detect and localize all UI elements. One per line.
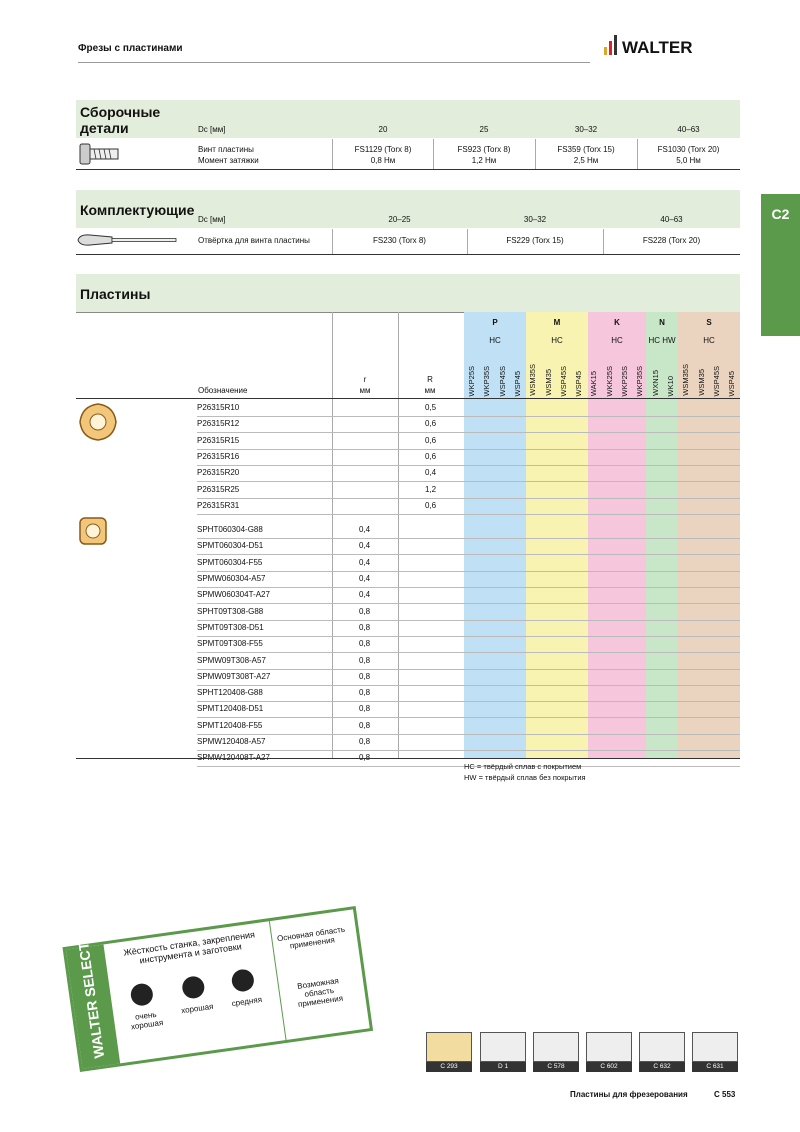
grade-col-3 (510, 318, 526, 398)
insert-r: 0,4 (359, 541, 371, 551)
header-title: Фрезы с пластинами (78, 43, 183, 54)
inserts-header (76, 274, 740, 312)
assembly-dc-4: 40–63 (677, 125, 700, 134)
grade-label: WSP45S (558, 365, 568, 396)
grade-col-10 (617, 318, 633, 398)
screwdriver-icon (76, 232, 180, 248)
col-r-unit: мм (359, 386, 371, 395)
screw-3: FS359 (Torx 15) (557, 145, 615, 154)
table-row (197, 653, 740, 670)
grade-col-9 (602, 318, 618, 398)
ref-badge-5[interactable]: C 632 (639, 1032, 685, 1072)
group-N: N (659, 318, 665, 327)
insert-r: 0,8 (359, 639, 371, 649)
insert-name: SPMT09T308-D51 (197, 622, 264, 632)
insert-name: SPMW09T308-A57 (197, 655, 266, 665)
group-S-sub: HC (703, 336, 715, 345)
insert-name: P26315R16 (197, 451, 240, 461)
accessories-title: Комплектующие (80, 202, 195, 218)
insert-r: 0,4 (359, 590, 371, 600)
insert-name: P26315R12 (197, 419, 240, 429)
table-row (197, 465, 740, 482)
ref-badge-2[interactable]: D 1 (480, 1032, 526, 1072)
grade-label: WAK15 (589, 370, 599, 396)
insert-r: 0,4 (359, 557, 371, 567)
grade-label: WKP25S (620, 365, 629, 396)
insert-r: 0,8 (359, 688, 371, 698)
grade-label: WKK25S (604, 365, 614, 396)
footer-section: Пластины для фрезерования (570, 1090, 688, 1099)
driver-1: FS230 (Torx 8) (373, 236, 426, 245)
grade-col-12 (648, 318, 664, 398)
torque-2: 1,2 Нм (471, 156, 497, 165)
walter-select-legend (62, 906, 373, 1072)
table-row (197, 400, 740, 417)
insert-R: 0,6 (425, 451, 437, 461)
insert-name: P26315R10 (197, 403, 240, 412)
table-row (197, 734, 740, 751)
grade-label: WSM35 (696, 369, 706, 396)
grade-label: WKP35S (482, 365, 492, 396)
insert-r: 0,8 (359, 704, 371, 714)
table-row (197, 701, 740, 718)
insert-R: 0,5 (425, 403, 437, 412)
table-row (197, 636, 740, 653)
screw-2: FS923 (Torx 8) (457, 145, 511, 154)
grade-col-7 (571, 318, 587, 398)
group-M: M (553, 318, 561, 327)
assembly-row-torque: Момент затяжки (198, 156, 259, 165)
ref-badge-6[interactable]: C 631 (692, 1032, 738, 1072)
grade-label: WSM35S (528, 364, 538, 396)
insert-R: 0,6 (425, 435, 437, 445)
insert-name: SPHT120408-G88 (197, 688, 263, 698)
level-good: хорошая (180, 1001, 215, 1016)
insert-name: P26315R31 (197, 500, 240, 510)
assembly-dc-1: 20 (378, 125, 388, 134)
footer-page: C 553 (714, 1090, 736, 1099)
col-R: R (427, 375, 433, 384)
insert-name: SPMT060304-F55 (197, 557, 263, 567)
insert-name: SPHT060304-G88 (197, 525, 263, 535)
col-designation: Обозначение (198, 386, 248, 395)
inserts-title: Пластины (80, 286, 151, 302)
screw-1: FS1129 (Torx 8) (354, 145, 412, 154)
grade-col-4 (525, 318, 541, 398)
grade-col-17 (724, 318, 740, 398)
table-row (197, 620, 740, 637)
grade-label: WSP45 (574, 370, 584, 396)
note-hc: HC = твёрдый сплав с покрытием (464, 762, 582, 771)
square-insert-icon (78, 516, 108, 546)
insert-r: 0,8 (359, 655, 371, 665)
section-tab[interactable]: C2 (761, 194, 800, 336)
accessories-row-label: Отвёртка для винта пластины (198, 236, 310, 245)
acc-dc-2: 30–32 (523, 215, 547, 224)
insert-R: 0,6 (425, 419, 437, 429)
insert-name: SPMW060304-A57 (197, 574, 266, 583)
grade-col-13 (663, 318, 679, 398)
table-row (197, 571, 740, 588)
header-rule (78, 62, 590, 63)
table-row (197, 416, 740, 433)
group-P: P (492, 318, 498, 327)
torque-3: 2,5 Нм (573, 156, 599, 165)
assembly-dc-2: 25 (479, 125, 489, 134)
insert-R: 0,6 (425, 500, 437, 510)
grade-label: WSP45S (497, 365, 507, 396)
insert-r: 0,8 (359, 606, 371, 616)
insert-R: 0,4 (425, 468, 437, 478)
brand-text: WALTER (622, 38, 693, 57)
table-row (197, 604, 740, 621)
group-S: S (706, 318, 712, 327)
grade-col-1 (479, 318, 495, 398)
grade-label: WSM35S (681, 364, 691, 396)
insert-name: P26315R20 (197, 468, 240, 478)
insert-name: SPMW120408-A57 (197, 737, 266, 746)
col-R-unit: мм (424, 386, 436, 395)
round-insert-icon (78, 402, 118, 442)
insert-r: 0,4 (359, 574, 371, 583)
insert-name: SPMW060304T-A27 (197, 590, 270, 600)
screw-icon (78, 141, 122, 167)
grade-col-14 (678, 318, 694, 398)
ref-badge-3[interactable]: C 578 (533, 1032, 579, 1072)
group-K-sub: HC (611, 336, 623, 345)
group-P-sub: HC (489, 336, 501, 345)
ref-badge-4[interactable]: C 602 (586, 1032, 632, 1072)
assembly-title: Сборочные детали (80, 104, 161, 136)
driver-2: FS229 (Torx 15) (506, 236, 564, 245)
grade-label: WKP25S (467, 365, 476, 396)
table-row (197, 498, 740, 515)
assembly-dc-label: Dc [мм] (198, 125, 226, 134)
insert-r: 0,4 (359, 525, 371, 535)
grade-label: WSP45 (512, 370, 522, 396)
table-row (197, 685, 740, 702)
legend-heading: Жёсткость станка, закрепления инструмента и заготовки (122, 929, 256, 966)
insert-name: SPMT09T308-F55 (197, 639, 263, 649)
acc-dc-3: 40–63 (660, 215, 683, 224)
very-good-icon (129, 982, 154, 1007)
good-icon (181, 975, 206, 1000)
group-K: K (614, 318, 620, 327)
screw-4: FS1030 (Torx 20) (657, 145, 720, 154)
insert-name: SPMT120408-D51 (197, 704, 264, 714)
grade-col-8 (586, 318, 602, 398)
ref-badge-1[interactable]: C 293 (426, 1032, 472, 1072)
walter-logo (604, 35, 744, 59)
group-M-sub: HC (551, 336, 563, 345)
table-row (197, 522, 740, 539)
insert-name: SPMW09T308T-A27 (197, 671, 271, 681)
grade-label: WSP45S (711, 365, 721, 396)
grade-label: WKP35S (635, 365, 645, 396)
level-very-good: очень хорошая (130, 1009, 164, 1032)
acc-dc-1: 20–25 (388, 215, 411, 224)
col-r: r (363, 375, 367, 384)
grade-col-2 (495, 318, 511, 398)
grade-label: WSM35 (543, 369, 553, 396)
table-row (197, 718, 740, 735)
grade-col-5 (541, 318, 557, 398)
legend-main-area: Основная область применения (276, 924, 346, 951)
insert-name: P26315R25 (197, 484, 240, 494)
group-N-sub: HC HW (648, 336, 676, 345)
grade-col-6 (556, 318, 572, 398)
insert-r: 0,8 (359, 737, 371, 746)
accessories-dc-label: Dc [мм] (198, 215, 226, 224)
insert-name: SPHT09T308-G88 (197, 606, 264, 616)
level-medium: средняя (231, 995, 263, 1009)
torque-1: 0,8 Нм (370, 156, 396, 165)
insert-R: 1,2 (425, 484, 437, 494)
grade-col-0 (464, 318, 480, 398)
grade-label: WXN15 (650, 370, 660, 396)
assembly-row-screw: Винт пластины (198, 145, 254, 154)
legend-possible-area: Возможная область применения (296, 976, 344, 1009)
table-row (197, 482, 740, 499)
grade-label: WSP45 (727, 370, 737, 396)
grade-col-11 (632, 318, 648, 398)
note-hw: HW = твёрдый сплав без покрытия (464, 773, 586, 782)
insert-r: 0,8 (359, 720, 371, 730)
legend-brand: WALTER SELECT (75, 941, 108, 1060)
insert-r: 0,8 (359, 671, 371, 681)
table-row (197, 433, 740, 450)
table-row (197, 587, 740, 604)
table-row (197, 669, 740, 686)
insert-name: P26315R15 (197, 435, 240, 445)
table-row (197, 538, 740, 555)
medium-icon (230, 968, 255, 993)
table-row (197, 449, 740, 466)
assembly-dc-3: 30–32 (574, 125, 598, 134)
grade-col-16 (709, 318, 725, 398)
grade-col-15 (694, 318, 710, 398)
torque-4: 5,0 Нм (676, 156, 701, 165)
grade-label: WK10 (665, 375, 675, 396)
insert-name: SPMT120408-F55 (197, 720, 263, 730)
driver-3: FS228 (Torx 20) (642, 236, 701, 245)
table-row (197, 555, 740, 572)
insert-name: SPMT060304-D51 (197, 541, 264, 551)
insert-r: 0,8 (359, 622, 371, 632)
